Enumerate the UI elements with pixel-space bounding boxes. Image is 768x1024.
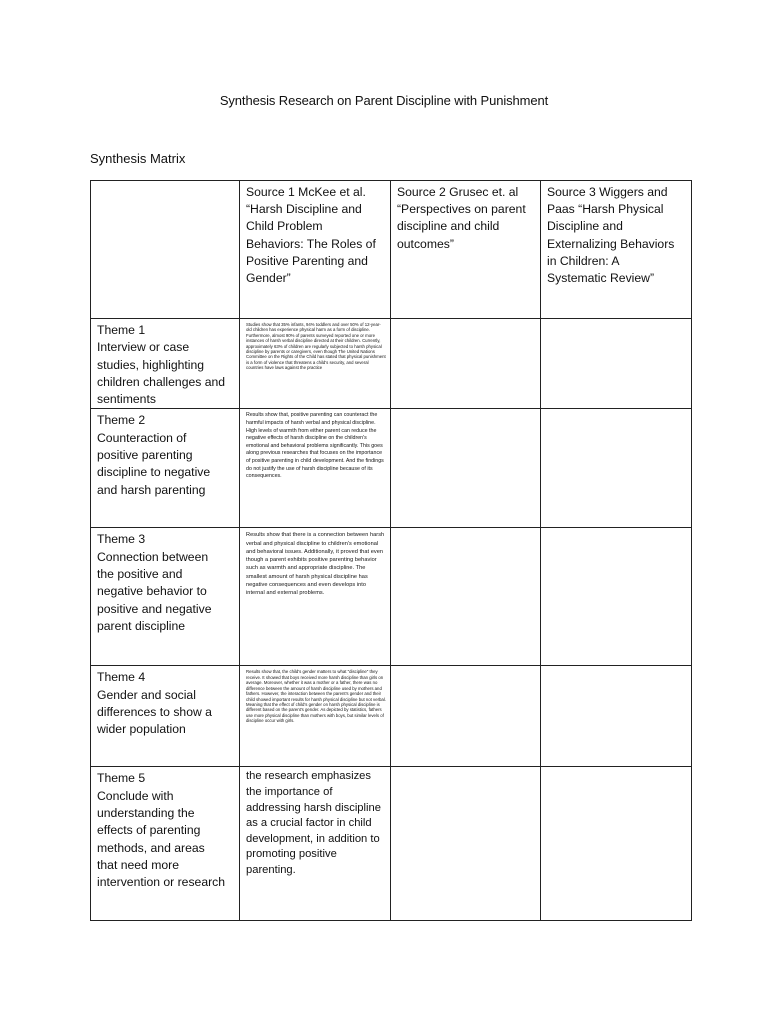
theme-cell (91, 409, 240, 528)
table-row (91, 528, 692, 666)
source1-cell (240, 319, 391, 409)
table-row (91, 666, 692, 767)
source3-cell (541, 319, 692, 409)
header-row (91, 181, 692, 319)
theme-3-source2-text (391, 528, 540, 531)
theme-1-source3-text (541, 319, 691, 322)
theme-3-source1-text: Results show that there is a connection between harsh verbal and physical discipline to children's emotional and behavioral issues. Additionally, it proved that even though a parent exhibits positive parenting behavior such as warmth and appropriate discipline. The smallest amount of harsh physical discipline has negative consequences and even develops into internal and external problems. (246, 532, 385, 596)
source2-header: Source 2 Grusec et. al “Perspectives on parent discipline and child outcomes” (397, 185, 526, 251)
document-title: Synthesis Research on Parent Discipline with Punishment (219, 93, 549, 108)
theme-4-source1-text: Results show that, the child's gender matters to what "discipline" they receive. It showed that boys received more harsh discipline than girls on average. Moreover, whether it was a mother or a father, there was no difference between the amount of harsh discipline used by mothers and fathers. However, the interaction between the parent's gender and their child showed important results for harsh physical discipline but not verbal. Meaning that the effect of child's gender on harsh physical discipline is different based on the parent's gender. As depicted by statistics, fathers use more physical discipline than mothers with boys, but similar levels of discipline occur with girls. (246, 669, 386, 724)
theme-2-source1-text: Results show that, positive parenting can counteract the harmful impacts of harsh verbal and physical discipline. High levels of warmth from either parent can reduce the negative effects of harsh discipline on the children's emotional and behavioral problems significantly. This goes along previous researches that focuses on the importance of positive parenting in child development. And the findings do not justify the use of harsh discipline because of its consequences. (246, 412, 384, 480)
theme-2-label: Theme 2 Counteraction of positive parenting discipline to negative and harsh parenting (97, 413, 211, 497)
theme-4-label: Theme 4 Gender and social differences to show a wider population (97, 670, 212, 737)
source3-cell (541, 767, 692, 921)
source2-cell (391, 319, 541, 409)
matrix-label: Synthesis Matrix (90, 151, 186, 166)
source2-header-cell (391, 181, 541, 319)
source2-cell (391, 528, 541, 666)
source3-cell (541, 528, 692, 666)
table-row (91, 319, 692, 409)
theme-5-source2-text (391, 767, 540, 770)
source1-header-cell (240, 181, 391, 319)
theme-1-source1-text: Studies show that 35% infants, 94% toddlers and over 50% of 12-year-old children has experience physical harm as a form of discipline. Furthermore, almost 90% of parents surveyed reported one or more instances of harsh verbal discipline directed at their children. Currently, approximately 63% of children are regularly subjected to harsh physical discipline by parents or caregivers, even though The United Nations Committee on the Rights of the Child has stated that physical punishment is a form of violence that threatens a child's security, and several countries have laws against the practice (246, 322, 386, 371)
theme-1-label: Theme 1 Interview or case studies, highlighting children challenges and sentiments (97, 323, 226, 407)
theme-4-source3-text (541, 666, 691, 669)
source1-header: Source 1 McKee et al. “Harsh Discipline and Child Problem Behaviors: The Roles of Positive Parenting and Gender” (246, 185, 376, 286)
theme-4-source2-text (391, 666, 540, 669)
theme-cell (91, 666, 240, 767)
source2-cell (391, 767, 541, 921)
table-row (91, 409, 692, 528)
theme-cell (91, 319, 240, 409)
source3-cell (541, 666, 692, 767)
theme-5-source1-text: the research emphasizes the importance of addressing harsh discipline as a crucial factor in child development, in addition to promoting positive parenting. (246, 770, 381, 877)
source3-header-cell (541, 181, 692, 319)
corner-text (91, 181, 239, 184)
source1-cell (240, 767, 391, 921)
source1-cell (240, 409, 391, 528)
synthesis-matrix-table (90, 180, 692, 921)
theme-5-source3-text (541, 767, 691, 770)
table-row (91, 767, 692, 921)
theme-2-source3-text (541, 409, 691, 412)
theme-1-source2-text (391, 319, 540, 322)
source1-cell (240, 528, 391, 666)
source2-cell (391, 666, 541, 767)
source3-header: Source 3 Wiggers and Paas “Harsh Physical Discipline and Externalizing Behaviors in Children: A Systematic Review” (547, 185, 675, 286)
theme-3-source3-text (541, 528, 691, 531)
theme-cell (91, 767, 240, 921)
source2-cell (391, 409, 541, 528)
theme-cell (91, 528, 240, 666)
source3-cell (541, 409, 692, 528)
theme-5-label: Theme 5 Conclude with understanding the effects of parenting methods, and areas that need more intervention or research (97, 771, 226, 890)
corner-cell (91, 181, 240, 319)
source1-cell (240, 666, 391, 767)
theme-3-label: Theme 3 Connection between the positive and negative behavior to positive and negative parent discipline (97, 532, 212, 633)
theme-2-source2-text (391, 409, 540, 412)
